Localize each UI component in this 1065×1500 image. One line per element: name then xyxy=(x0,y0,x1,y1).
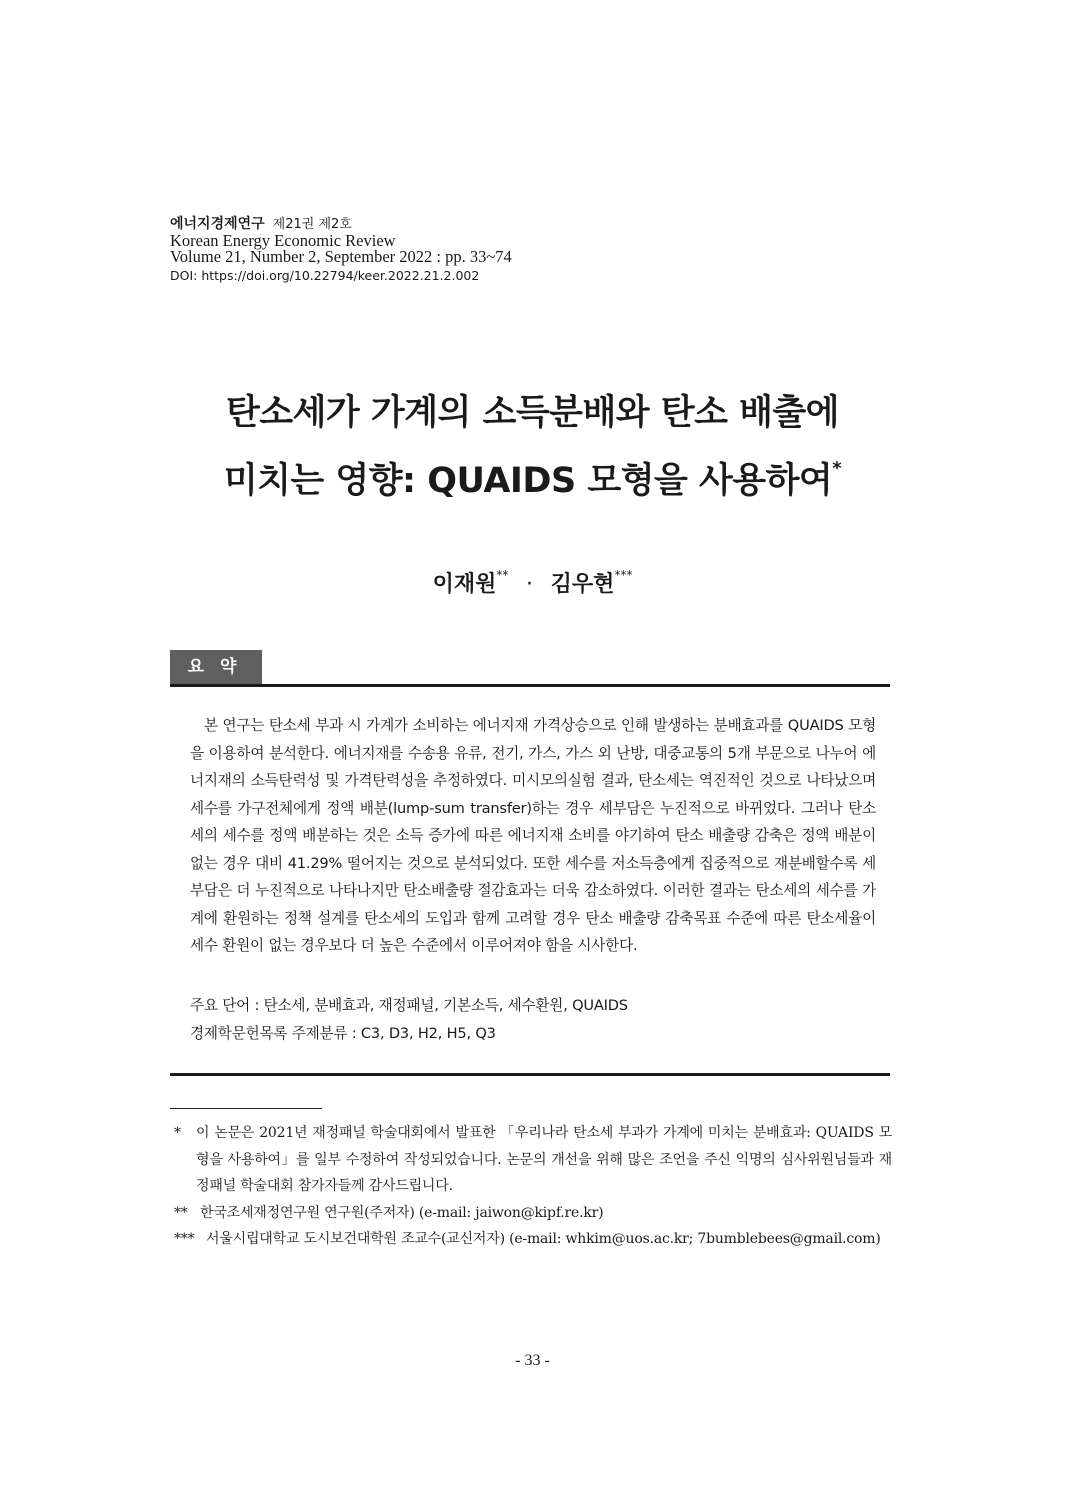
journal-volume-en: Volume 21, Number 2, September 2022 : pp. 33~74 xyxy=(170,247,512,266)
footnote-3 xyxy=(170,1226,892,1253)
footnote-1 xyxy=(170,1120,892,1200)
footnotes xyxy=(170,1120,892,1253)
jel-classification: 경제학문헌목록 주제분류 : C3, D3, H2, H5, Q3 xyxy=(190,1025,496,1042)
footnote-rule xyxy=(170,1108,322,1109)
abstract-text: 본 연구는 탄소세 부과 시 가계가 소비하는 에너지재 가격상승으로 인해 발생하는 분배효과를 QUAIDS 모형을 이용하여 분석한다. 에너지재를 수송용 유류, 전기, 가스, 가스 외 난방, 대중교통의 5개 부문으로 나누어 에너지재의 소득탄력성 및 가격탄력성을 추정하였다. 미시모의실험 결과, 탄소세는 역진적인 것으로 나타났으며 세수를 가구전체에게 정액 배분(lump-sum transfer)하는 경우 세부담은 누진적으로 바뀌었다. 그러나 탄소세의 세수를 정액 배분하는 것은 소득 증가에 따른 에너지재 소비를 야기하여 탄소 배출량 감축은 정액 배분이 없는 경우 대비 41.29% 떨어지는 것으로 분석되었다. 또한 세수를 저소득층에게 집중적으로 재분배할수록 세부담은 더 누진적으로 나타나지만 탄소배출량 절감효과는 더욱 감소하였다. 이러한 결과는 탄소세의 세수를 가계에 환원하는 정책 설계를 탄소세의 도입과 함께 고려할 경우 탄소 배출량 감축목표 수준에 따른 탄소세율이 세수 환원이 없는 경우보다 더 높은 수준에서 이루어져야 함을 시사한다. xyxy=(190,717,876,954)
author-separator: · xyxy=(526,572,533,597)
author-1: 이재원 xyxy=(432,572,497,597)
abstract-top-rule xyxy=(170,684,890,687)
doi-link[interactable]: DOI: https://doi.org/10.22794/keer.2022.21.2.002 xyxy=(170,268,480,283)
title-line-2-text: 미치는 영향: QUAIDS 모형을 사용하여 xyxy=(223,461,833,501)
abstract-label: 요약 xyxy=(170,650,262,684)
author-2: 김우현 xyxy=(550,572,615,597)
keywords-block xyxy=(190,992,876,1048)
journal-title-en: Korean Energy Economic Review xyxy=(170,231,396,250)
footnote-2-text: 한국조세재정연구원 연구원(주저자) (e-mail: jaiwon@kipf.re.kr) xyxy=(200,1204,604,1221)
keywords: 주요 단어 : 탄소세, 분배효과, 재정패널, 기본소득, 세수환원, QUAIDS xyxy=(190,997,628,1014)
footnote-2 xyxy=(170,1200,892,1227)
journal-volume-kr: 제21권 제2호 xyxy=(272,217,352,232)
author-list xyxy=(100,560,965,600)
title-line-1: 탄소세가 가계의 소득분배와 탄소 배출에 xyxy=(225,393,839,433)
footnote-3-mark: *** xyxy=(174,1231,195,1247)
journal-title-kr: 에너지경제연구 xyxy=(170,216,265,232)
journal-header xyxy=(170,216,890,285)
footnote-3-text: 서울시립대학교 도시보건대학원 조교수(교신저자) (e-mail: whkim@uos.ac.kr; 7bumblebees@gmail.com) xyxy=(206,1231,881,1247)
page-number: - 33 - xyxy=(515,1352,550,1369)
abstract-bottom-rule xyxy=(170,1073,890,1076)
title-line-2 xyxy=(100,441,965,509)
title-footnote-mark: * xyxy=(832,458,842,479)
footnote-1-text: 이 논문은 2021년 재정패널 학술대회에서 발표한 「우리나라 탄소세 부과가 가계에 미치는 분배효과: QUAIDS 모형을 사용하여」를 일부 수정하여 작성되었습니다. 논문의 개선을 위해 많은 조언을 주신 익명의 심사위원님들과 재정패널 학술대회 참가자들께 감사드립니다. xyxy=(196,1125,892,1194)
footnote-1-mark: * xyxy=(174,1125,181,1141)
author-2-mark: *** xyxy=(614,568,633,582)
author-1-mark: ** xyxy=(496,568,509,582)
paper-title xyxy=(100,386,965,509)
footnote-2-mark: ** xyxy=(174,1204,188,1221)
